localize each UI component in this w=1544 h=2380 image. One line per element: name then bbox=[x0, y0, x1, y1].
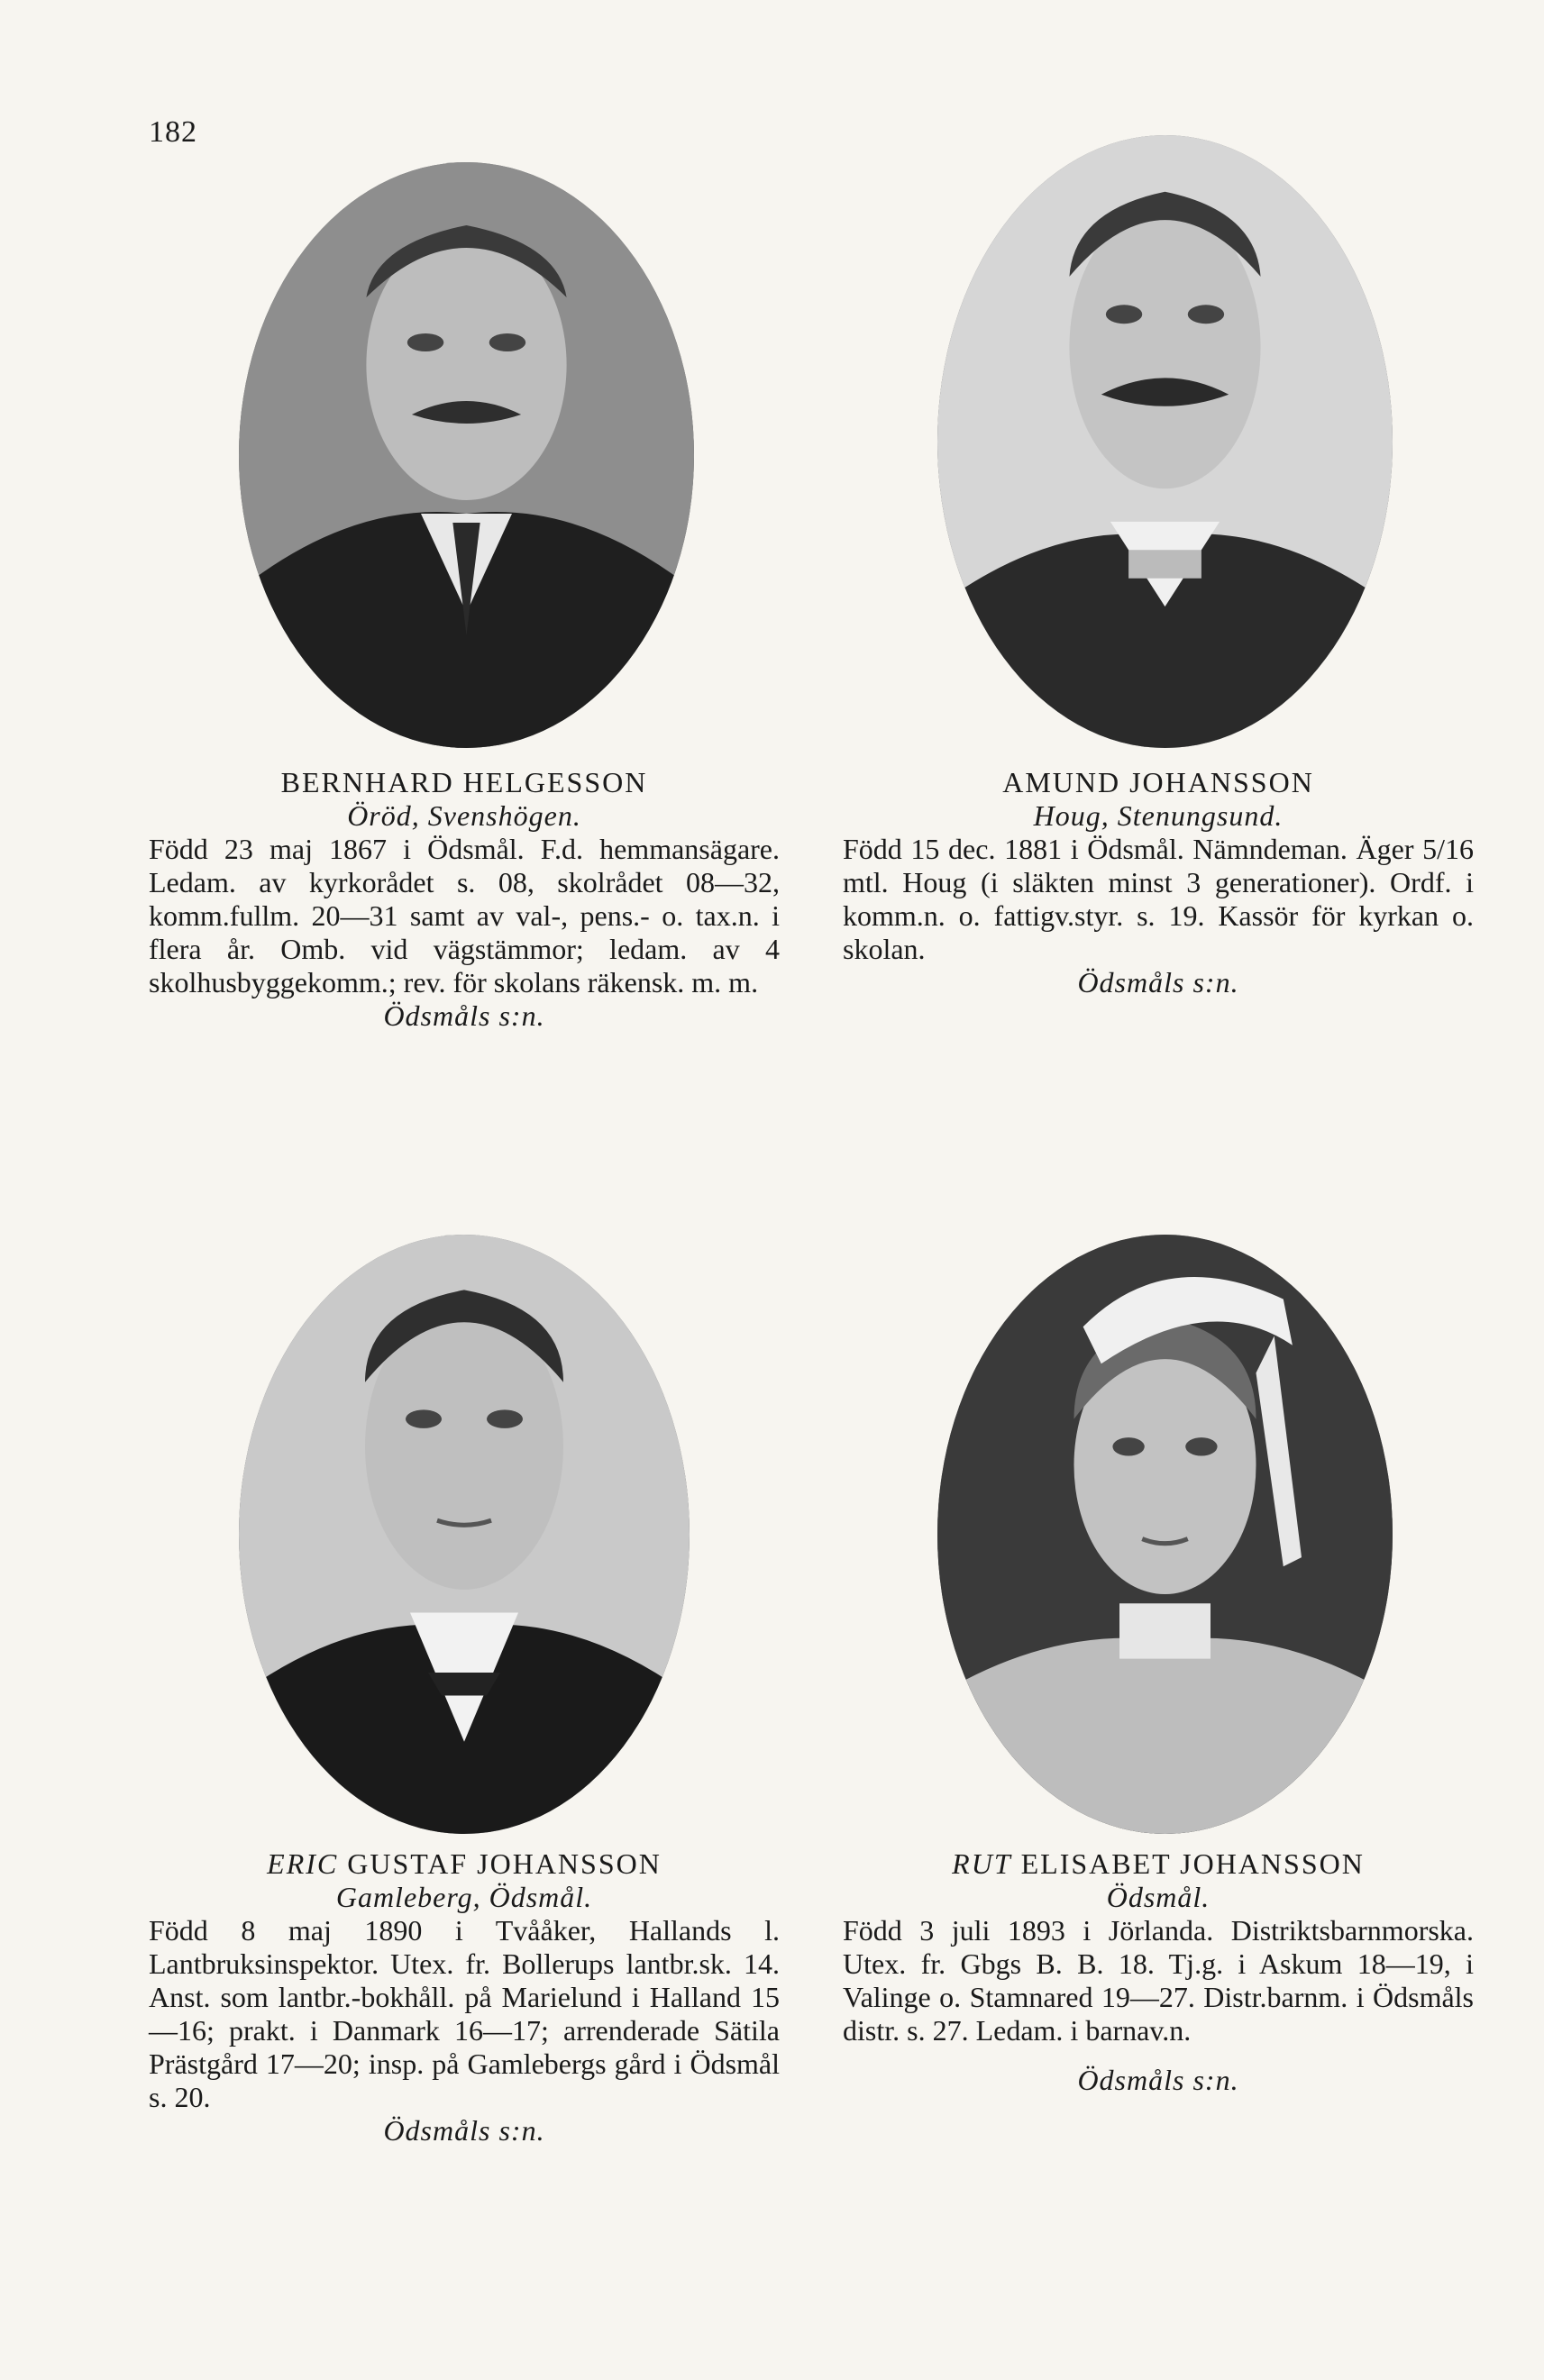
person-name bbox=[149, 1847, 780, 1881]
entry-eric-gustaf-johansson bbox=[149, 1847, 780, 2147]
name-rest: GUSTAF JOHANSSON bbox=[347, 1847, 662, 1880]
entry-bernhard-helgesson bbox=[149, 766, 780, 1033]
entry-rut-elisabet-johansson bbox=[843, 1847, 1474, 2097]
portrait-rut-elisabet-johansson bbox=[937, 1235, 1393, 1834]
parish-sign: Ödsmåls s:n. bbox=[383, 2114, 545, 2147]
name-first: RUT bbox=[952, 1847, 1012, 1880]
person-bio: Född 23 maj 1867 i Ödsmål. F.d. hemmansägare. Ledam. av kyrkorådet s. 08, skolrådet 08—32, komm.fullm. 20—31 samt av val-, pens.- o. tax.n. i flera år. Omb. vid vägstämmor; ledam. av 4 skolhusbyggekomm.; rev. för skolans räkensk. m. m. bbox=[149, 833, 780, 999]
man-portrait-icon bbox=[937, 135, 1393, 748]
man-portrait-icon bbox=[239, 162, 694, 748]
person-place: Houg, Stenungsund. bbox=[1033, 799, 1284, 832]
parish-sign: Ödsmåls s:n. bbox=[383, 999, 545, 1032]
entry-amund-johansson bbox=[843, 766, 1474, 999]
woman-portrait-icon bbox=[937, 1235, 1393, 1834]
name-first: ERIC bbox=[267, 1847, 339, 1880]
person-place: Ödsmål. bbox=[1106, 1881, 1211, 1913]
page-number: 182 bbox=[149, 115, 197, 149]
parish-sign: Ödsmåls s:n. bbox=[1077, 966, 1239, 999]
parish-sign: Ödsmåls s:n. bbox=[1077, 2064, 1239, 2096]
man-portrait-icon bbox=[239, 1235, 690, 1834]
person-name: AMUND JOHANSSON bbox=[1002, 766, 1314, 798]
person-place: Gamleberg, Ödsmål. bbox=[335, 1881, 593, 1913]
person-place: Öröd, Svenshögen. bbox=[347, 799, 581, 832]
portrait-amund-johansson bbox=[937, 135, 1393, 748]
person-name: BERNHARD HELGESSON bbox=[280, 766, 648, 798]
person-name bbox=[843, 1847, 1474, 1881]
person-bio: Född 3 juli 1893 i Jörlanda. Distriktsbarnmorska. Utex. fr. Gbgs B. B. 18. Tj.g. i Askum 18—19, i Valinge o. Stamnared 19—27. Distr.barnm. i Ödsmåls distr. s. 27. Ledam. i barnav.n. bbox=[843, 1914, 1474, 2047]
person-bio: Född 8 maj 1890 i Tvååker, Hallands l. Lantbruksinspektor. Utex. fr. Bollerups lantbr.sk. 14. Anst. som lantbr.-bokhåll. på Marielund i Halland 15—16; prakt. i Danmark 16—17; arrenderade Sätila Prästgård 17—20; insp. på Gamlebergs gård i Ödsmål s. 20. bbox=[149, 1914, 780, 2113]
person-bio: Född 15 dec. 1881 i Ödsmål. Nämndeman. Äger 5/16 mtl. Houg (i släkten minst 3 generationer). Ordf. i komm.n. o. fattigv.styr. s. 19. Kassör för kyrkan o. skolan. bbox=[843, 833, 1474, 965]
portrait-bernhard-helgesson bbox=[239, 162, 694, 748]
name-rest: ELISABET JOHANSSON bbox=[1020, 1847, 1365, 1880]
portrait-eric-gustaf-johansson bbox=[239, 1235, 690, 1834]
